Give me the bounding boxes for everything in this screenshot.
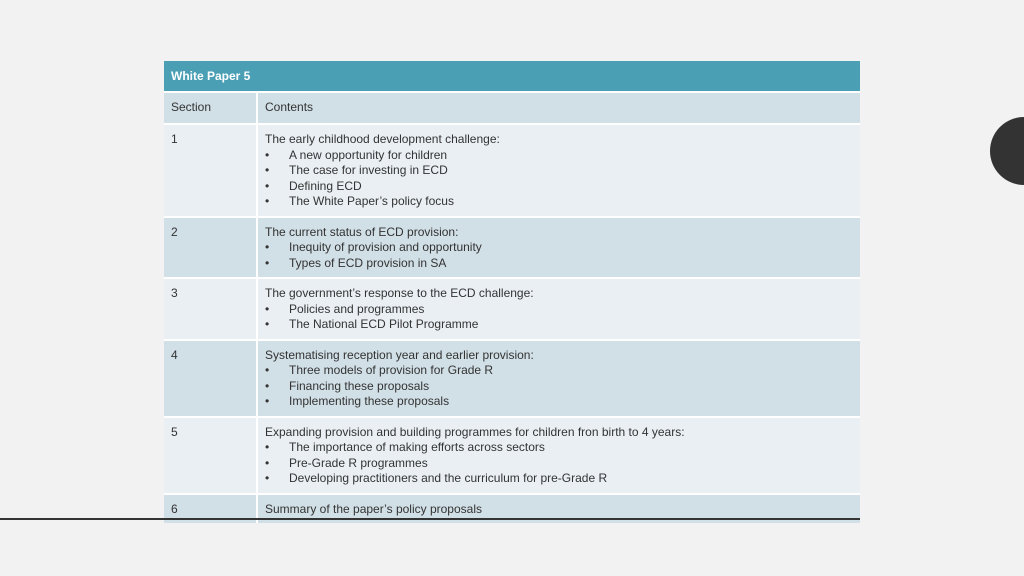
contents-table <box>164 61 860 523</box>
circle-decoration <box>990 117 1024 185</box>
list-item <box>265 179 853 195</box>
list-item <box>265 302 853 318</box>
bullet-icon: • <box>265 178 270 193</box>
bottom-divider <box>0 518 860 520</box>
table-row <box>164 124 860 217</box>
list-item-text: The case for investing in ECD <box>289 163 448 177</box>
column-header-section: Section <box>164 92 257 124</box>
list-item-text: A new opportunity for children <box>289 147 448 162</box>
bullet-icon: • <box>265 255 270 270</box>
list-item-text: Types of ECD provision in SA <box>289 255 447 270</box>
bullet-icon: • <box>265 363 270 377</box>
list-item-text: The National ECD Pilot Programme <box>289 317 479 331</box>
bullet-icon: • <box>265 378 270 393</box>
list-item <box>265 394 853 410</box>
row-section-number: 4 <box>164 340 257 417</box>
list-item <box>265 148 853 164</box>
row-title: Expanding provision and building programmes for children fron birth to 4 years: <box>265 424 685 439</box>
row-section-number: 1 <box>164 124 257 217</box>
table-row <box>164 417 860 494</box>
row-title: Summary of the paper’s policy proposals <box>265 501 482 516</box>
list-item-text: Defining ECD <box>289 178 362 193</box>
bullet-icon: • <box>265 163 270 177</box>
list-item-text: The White Paper’s policy focus <box>289 194 454 208</box>
table-row <box>164 340 860 417</box>
list-item <box>265 471 853 487</box>
bullet-list <box>265 363 853 410</box>
row-title: Systematising reception year and earlier provision: <box>265 347 534 362</box>
bullet-list <box>265 302 853 333</box>
list-item <box>265 363 853 379</box>
row-contents <box>257 340 860 417</box>
list-item <box>265 456 853 472</box>
row-title: The government’s response to the ECD challenge: <box>265 286 534 300</box>
table-title-row <box>164 61 860 92</box>
column-header-row <box>164 92 860 124</box>
row-contents <box>257 417 860 494</box>
table-row <box>164 278 860 340</box>
list-item <box>265 440 853 456</box>
bullet-icon: • <box>265 301 270 316</box>
list-item-text: The importance of making efforts across sectors <box>289 440 545 454</box>
bullet-icon: • <box>265 471 270 485</box>
list-item <box>265 317 853 333</box>
bullet-icon: • <box>265 455 270 470</box>
list-item-text: Inequity of provision and opportunity <box>289 240 482 254</box>
table-row <box>164 217 860 279</box>
list-item-text: Financing these proposals <box>289 378 430 393</box>
list-item-text: Implementing these proposals <box>289 394 450 408</box>
list-item <box>265 194 853 210</box>
row-contents <box>257 217 860 279</box>
row-title: The current status of ECD provision: <box>265 224 459 239</box>
list-item-text: Pre-Grade R programmes <box>289 455 428 470</box>
row-contents <box>257 124 860 217</box>
list-item-text: Developing practitioners and the curriculum for pre-Grade R <box>289 471 608 485</box>
bullet-icon: • <box>265 240 270 254</box>
list-item <box>265 163 853 179</box>
bullet-icon: • <box>265 194 270 208</box>
list-item <box>265 379 853 395</box>
bullet-icon: • <box>265 147 270 162</box>
list-item-text: Policies and programmes <box>289 301 425 316</box>
list-item-text: Three models of provision for Grade R <box>289 363 494 377</box>
row-section-number: 3 <box>164 278 257 340</box>
bullet-list <box>265 240 853 271</box>
contents-table-container <box>164 61 860 523</box>
row-section-number: 2 <box>164 217 257 279</box>
bullet-icon: • <box>265 317 270 331</box>
bullet-list <box>265 148 853 210</box>
list-item <box>265 256 853 272</box>
row-contents <box>257 278 860 340</box>
row-section-number: 5 <box>164 417 257 494</box>
row-title: The early childhood development challenge: <box>265 132 500 146</box>
bullet-icon: • <box>265 440 270 454</box>
bullet-icon: • <box>265 394 270 408</box>
row-section-number: 6 <box>164 494 257 524</box>
table-title: White Paper 5 <box>164 61 860 92</box>
column-header-contents: Contents <box>257 92 860 124</box>
bullet-list <box>265 440 853 487</box>
list-item <box>265 240 853 256</box>
